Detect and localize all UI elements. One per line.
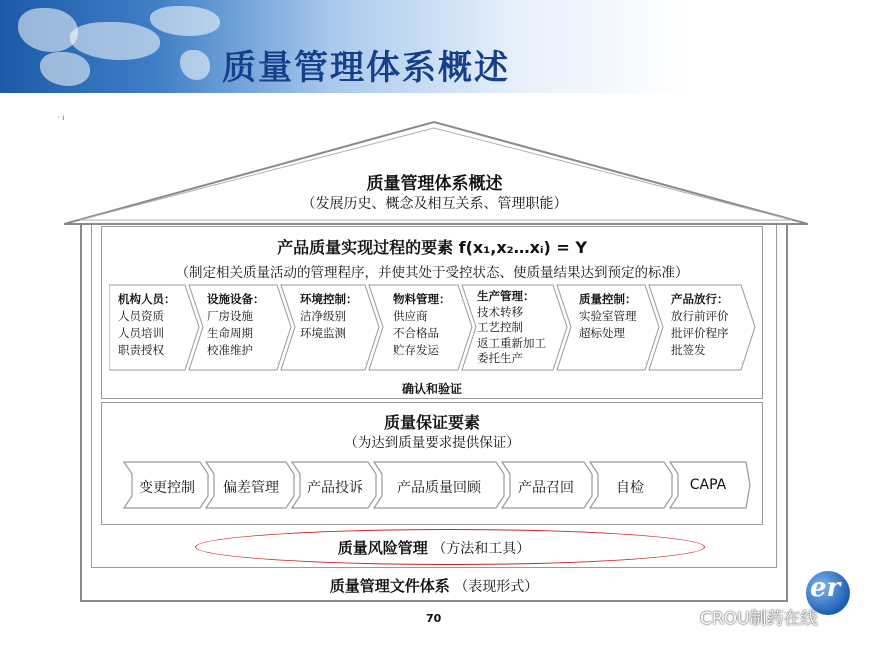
process-subtitle: （制定相关质量活动的管理程序，并使其处于受控状态、使质量结果达到预定的标准） [175, 265, 689, 281]
page-number: 70 [426, 612, 442, 625]
qa-subtitle: （为达到质量要求提供保证） [344, 435, 520, 451]
validation-label: 确认和验证 [401, 382, 462, 396]
step-item: 供应商 [393, 309, 428, 323]
roof-title: 质量管理体系概述 [366, 174, 503, 194]
watermark-text: CROU制药在线 [700, 609, 818, 629]
world-map-decoration [150, 6, 220, 36]
qa-item-capa: CAPA [689, 477, 727, 493]
process-step-environment [300, 291, 358, 342]
step-item: 厂房设施 [207, 309, 253, 323]
step-title: 设施设备： [207, 292, 265, 306]
qa-title: 质量保证要素 [383, 413, 480, 432]
world-map-decoration [180, 50, 210, 80]
step-item: 超标处理 [579, 326, 625, 340]
world-map-decoration [40, 52, 90, 86]
slide-title: 质量管理体系概述 [222, 48, 510, 88]
process-step-quality-control [579, 291, 637, 342]
qa-item-deviation: 偏差管理 [223, 480, 279, 496]
risk-title: 质量风险管理 [337, 539, 428, 557]
risk-management-label [91, 537, 777, 558]
qa-item-change-control: 变更控制 [139, 480, 195, 496]
step-item: 放行前评价 [671, 309, 729, 323]
logo-letters: er [810, 573, 841, 603]
risk-note: （方法和工具） [432, 541, 531, 557]
step-item: 委托生产 [477, 351, 523, 365]
corner-mark: · ı [57, 113, 65, 122]
step-item: 生命周期 [207, 326, 253, 340]
step-title: 质量控制： [579, 292, 637, 306]
step-item: 工艺控制 [477, 320, 523, 334]
step-item: 批评价程序 [671, 326, 729, 340]
qa-item-complaints: 产品投诉 [307, 480, 363, 496]
step-item: 不合格品 [393, 326, 439, 340]
step-item: 人员资质 [118, 309, 164, 323]
process-step-personnel [118, 291, 176, 359]
document-system-label [80, 575, 788, 596]
step-title: 生产管理： [477, 289, 535, 303]
world-map-decoration [18, 8, 78, 52]
process-step-release [671, 291, 729, 359]
step-item: 实验室管理 [579, 309, 637, 323]
step-item: 技术转移 [477, 304, 523, 319]
roof-subtitle: （发展历史、概念及相互关系、管理职能） [301, 196, 568, 212]
qa-item-product-review: 产品质量回顾 [397, 480, 481, 496]
step-title: 物料管理： [393, 292, 451, 306]
qa-item-recall: 产品召回 [518, 480, 574, 496]
step-title: 机构人员： [118, 292, 176, 306]
step-item: 环境监测 [300, 326, 346, 340]
step-item: 返工重新加工 [477, 335, 546, 350]
doc-note: （表现形式） [454, 579, 539, 595]
step-item: 贮存发运 [393, 343, 439, 357]
wechat-icon [670, 604, 696, 626]
process-step-production [477, 289, 546, 367]
process-step-materials [393, 291, 451, 359]
step-title: 环境控制： [300, 292, 358, 306]
step-item: 人员培训 [118, 326, 164, 340]
qa-item-self-inspection: 自检 [616, 480, 644, 496]
world-map-decoration [70, 22, 160, 60]
process-title: 产品质量实现过程的要素 f(x₁,x₂…xᵢ) = Y [277, 238, 587, 257]
step-item: 洁净级别 [300, 309, 346, 323]
step-item: 职责授权 [118, 343, 164, 357]
step-title: 产品放行： [671, 292, 729, 306]
process-step-facilities [207, 291, 265, 359]
step-item: 批签发 [671, 343, 706, 357]
step-item: 校准维护 [207, 343, 253, 357]
doc-title: 质量管理文件体系 [329, 577, 450, 595]
